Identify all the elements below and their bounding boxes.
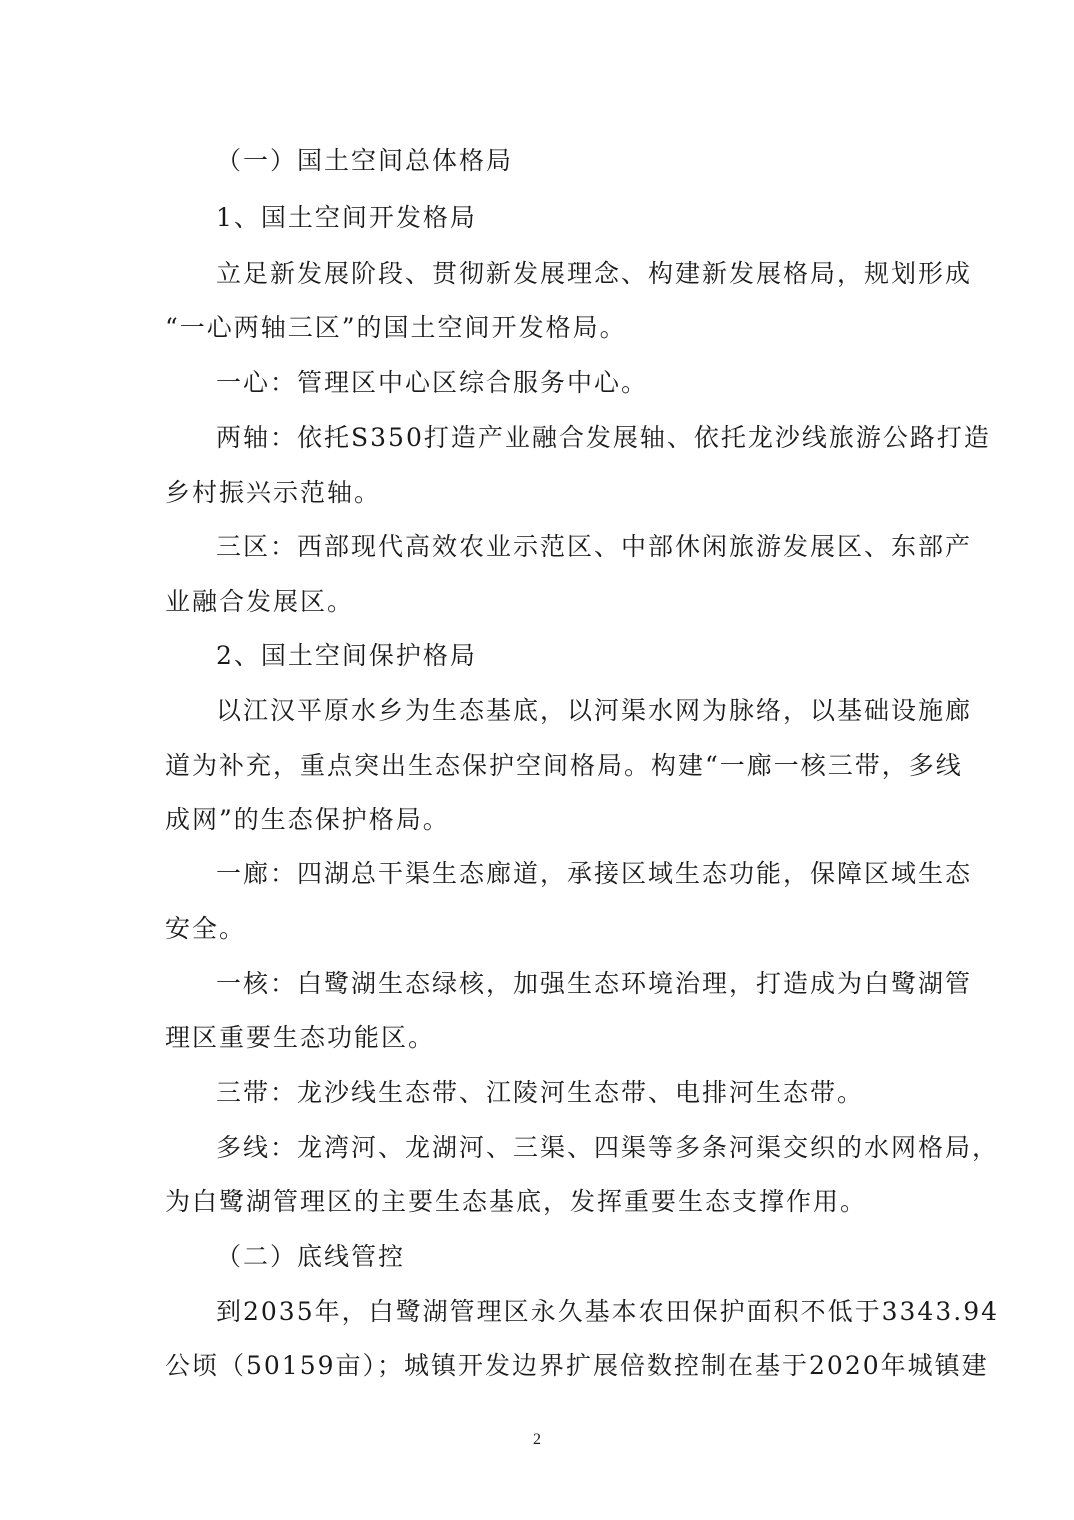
paragraph-line: 安全。 [165,914,247,943]
paragraph-line: 一廊：四湖总干渠生态廊道，承接区域生态功能，保障区域生态 [216,859,973,888]
paragraph-line: 一核：白鹭湖生态绿核，加强生态环境治理，打造成为白鹭湖管 [216,969,973,998]
paragraph-line: 成网”的生态保护格局。 [165,805,450,834]
paragraph-line: 理区重要生态功能区。 [165,1023,436,1052]
section-heading-1: （一）国土空间总体格局 [216,146,514,175]
paragraph-line: 多线：龙湾河、龙湖河、三渠、四渠等多条河渠交织的水网格局， [216,1133,1000,1162]
paragraph-line: 业融合发展区。 [165,587,355,616]
paragraph-line: 公顷（50159亩）；城镇开发边界扩展倍数控制在基于2020年城镇建 [165,1351,989,1380]
paragraph-line: 以江汉平原水乡为生态基底，以河渠水网为脉络，以基础设施廊 [216,696,973,725]
paragraph-line: 两轴：依托S350打造产业融合发展轴、依托龙沙线旅游公路打造 [216,423,991,452]
paragraph-line: 为白鹭湖管理区的主要生态基底，发挥重要生态支撑作用。 [165,1187,868,1216]
paragraph-line: 到2035年，白鹭湖管理区永久基本农田保护面积不低于3343.94 [216,1297,1000,1326]
paragraph-line: 立足新发展阶段、贯彻新发展理念、构建新发展格局，规划形成 [216,259,973,288]
section-heading-2: （二）底线管控 [216,1242,406,1271]
subsection-heading-2: 2、国土空间保护格局 [216,641,477,670]
subsection-heading-1: 1、国土空间开发格局 [216,203,477,232]
paragraph-line: 三带：龙沙线生态带、江陵河生态带、电排河生态带。 [216,1078,865,1107]
paragraph-line: 一心：管理区中心区综合服务中心。 [216,368,649,397]
page-number: 2 [533,1431,541,1448]
paragraph-line: 三区：西部现代高效农业示范区、中部休闲旅游发展区、东部产 [216,532,973,561]
paragraph-line: 道为补充，重点突出生态保护空间格局。构建“一廊一核三带，多线 [165,751,963,780]
paragraph-line: “一心两轴三区”的国土空间开发格局。 [165,313,627,342]
paragraph-line: 乡村振兴示范轴。 [165,478,382,507]
